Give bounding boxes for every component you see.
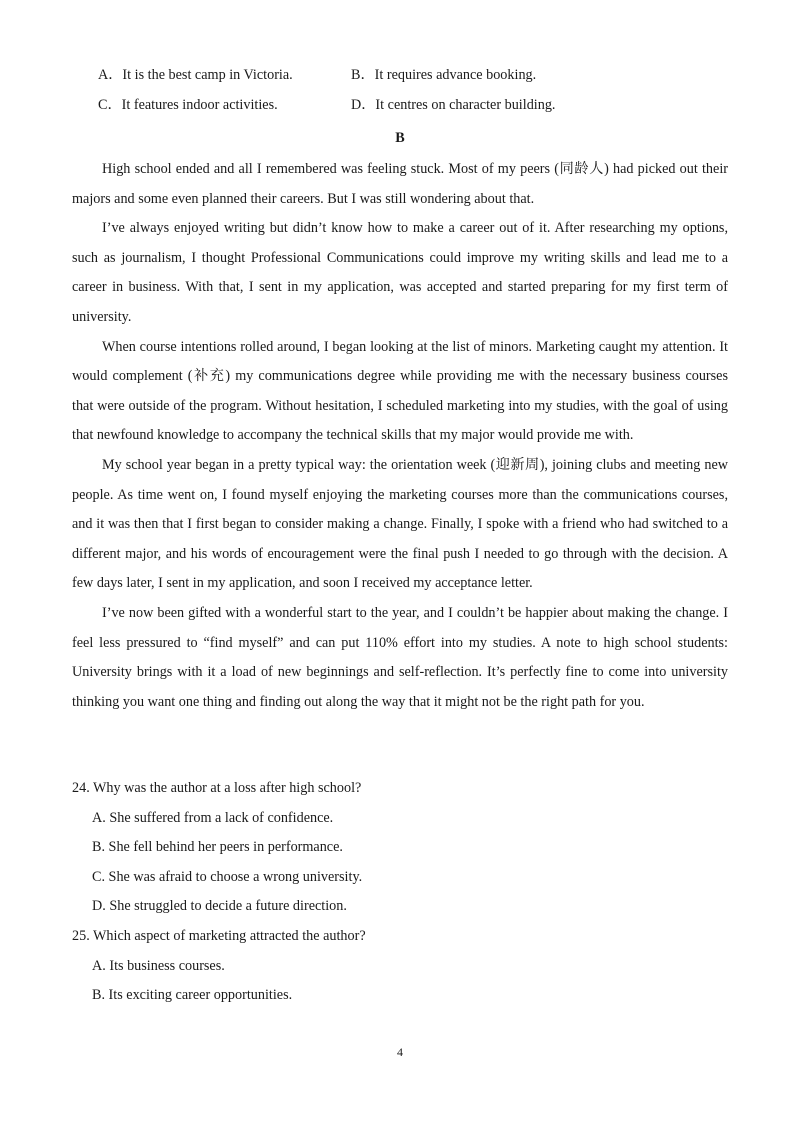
question-24-option-a: A. She suffered from a lack of confidence.: [92, 809, 334, 826]
question-24-option-d: D. She struggled to decide a future direction.: [92, 898, 347, 915]
passage-paragraph-4: My school year began in a pretty typical way: the orientation week (迎新周), joining clubs and meeting new people. As time went on, I found myself enjoying the marketing courses more than the communications courses, and it was then that I first began to consider making a change. Finally, I spoke with a friend who had switched to a different major, and his words of encouragement were the final push I needed to go through with the decision. A few days later, I sent in my application, and soon I received my acceptance letter.: [72, 456, 728, 592]
question-25-option-a: A. Its business courses.: [92, 957, 225, 974]
question-24-option-c: C. She was afraid to choose a wrong university.: [92, 868, 363, 885]
question-25-option-b: B. Its exciting career opportunities.: [92, 987, 293, 1004]
question-24-stem: 24. Why was the author at a loss after high school?: [72, 780, 362, 796]
question-25: [72, 922, 728, 1011]
question-24: [72, 774, 728, 922]
page-number: 4: [397, 1045, 403, 1059]
question-list: [72, 774, 728, 1011]
passage-paragraph-2: I’ve always enjoyed writing but didn’t know how to make a career out of it. After researching my options, such as journalism, I thought Professional Communications could improve my writing skills and lead me to a career in business. With that, I sent in my application, was accepted and started preparing for my first term of university.: [72, 220, 728, 325]
reading-passage: [72, 155, 728, 717]
prev-question-options-row-1: [98, 64, 718, 86]
passage-paragraph-5: I’ve now been gifted with a wonderful start to the year, and I couldn’t be happier about making the change. I feel less pressured to “find myself” and can put 110% effort into my studies. A note to high school students: University brings with it a load of new beginnings and self-reflection. It’s perfectly fine to come into university thinking you want one thing and finding out along the way that it might not be the right path for you.: [72, 604, 728, 710]
passage-paragraph-3: When course intentions rolled around, I began looking at the list of minors. Marketing caught my attention. It would complement (补充) my communications degree while providing me with the necessary business courses that were outside of the program. Without hesitation, I scheduled marketing into my studies, with the goal of using that newfound knowledge to accompany the technical skills that my major would provide me with.: [72, 338, 728, 444]
prev-question-options-row-2: [98, 94, 718, 116]
prev-option-c: C．It features indoor activities.: [98, 97, 278, 113]
section-label: B: [395, 130, 405, 146]
question-24-option-b: B. She fell behind her peers in performance.: [92, 839, 343, 856]
prev-option-d: D．It centres on character building.: [351, 97, 556, 113]
prev-option-b: B．It requires advance booking.: [351, 67, 537, 83]
passage-paragraph-1: High school ended and all I remembered was feeling stuck. Most of my peers (同龄人) had picked out their majors and some even planned their careers. But I was still wondering about that.: [72, 161, 728, 207]
question-25-stem: 25. Which aspect of marketing attracted the author?: [72, 927, 366, 944]
prev-option-a: A．It is the best camp in Victoria.: [98, 67, 293, 83]
